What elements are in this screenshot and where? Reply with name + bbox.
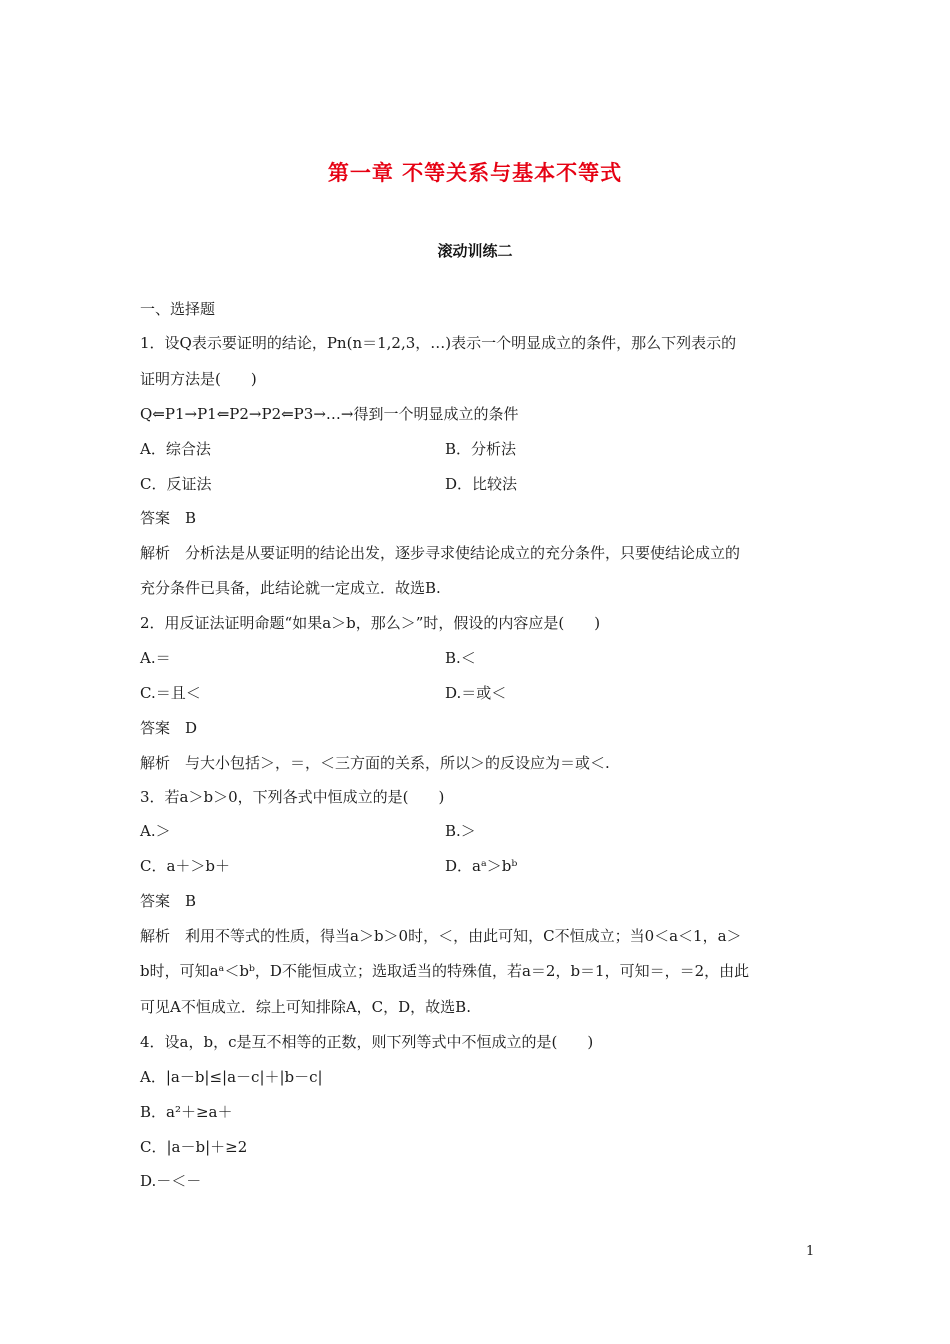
question-4-option-b: B．a²＋≥a＋ (140, 1103, 233, 1121)
question-2-option-c: C.＝且＜ (140, 684, 201, 702)
section-label: 一、选择题 (140, 300, 216, 318)
question-2-answer: 答案 D (140, 719, 198, 737)
question-1-stem-line-2: 证明方法是( ) (140, 370, 257, 388)
question-3-analysis-line-1: 解析 利用不等式的性质，得当a＞b＞0时，＜，由此可知，C不恒成立；当0＜a＜1，a＞ (140, 927, 742, 945)
question-3-analysis-line-2: b时，可知aᵃ＜bᵇ，D不能恒成立；选取适当的特殊值，若a＝2，b＝1，可知＝，＝2，由此 (140, 962, 750, 980)
section-title: 滚动训练二 (437, 242, 513, 260)
question-3-option-a: A.＞ (140, 822, 171, 840)
question-3-stem: 3．若a＞b＞0，下列各式中恒成立的是( ) (140, 788, 445, 806)
question-1-chain: Q⇐P1→P1⇐P2→P2⇐P3→…→得到一个明显成立的条件 (140, 405, 519, 423)
question-1-answer: 答案 B (140, 509, 197, 527)
question-4-option-a: A．|a－b|≤|a－c|＋|b－c| (140, 1068, 323, 1086)
question-4-option-c: C．|a－b|＋≥2 (140, 1138, 248, 1156)
question-4-stem: 4．设a，b，c是互不相等的正数，则下列等式中不恒成立的是( ) (140, 1033, 594, 1051)
question-2-option-b: B.＜ (445, 649, 476, 667)
question-1-option-c: C．反证法 (140, 475, 212, 493)
question-1-stem-line-1: 1．设Q表示要证明的结论，Pn(n＝1,2,3，…)表示一个明显成立的条件，那么下列表示的 (140, 334, 737, 352)
question-2-option-a: A.＝ (140, 649, 171, 667)
question-1-option-d: D．比较法 (445, 475, 518, 493)
question-3-answer: 答案 B (140, 892, 197, 910)
question-1-option-a: A．综合法 (140, 440, 211, 458)
question-2-analysis: 解析 与大小包括＞，＝，＜三方面的关系，所以＞的反设应为＝或＜. (140, 754, 610, 772)
question-4-option-d: D.－＜－ (140, 1172, 202, 1190)
question-3-option-b: B.＞ (445, 822, 476, 840)
question-2-stem: 2．用反证法证明命题“如果a＞b，那么＞”时，假设的内容应是( ) (140, 614, 601, 632)
question-2-option-d: D.＝或＜ (445, 684, 507, 702)
question-1-analysis-line-2: 充分条件已具备，此结论就一定成立．故选B. (140, 579, 441, 597)
question-3-option-c: C．a＋＞b＋ (140, 857, 231, 875)
question-1-analysis-line-1: 解析 分析法是从要证明的结论出发，逐步寻求使结论成立的充分条件，只要使结论成立的 (140, 544, 741, 562)
page-number: 1 (806, 1244, 815, 1259)
question-3-option-d: D．aᵃ＞bᵇ (445, 857, 518, 875)
question-1-option-b: B．分析法 (445, 440, 517, 458)
question-3-analysis-line-3: 可见A不恒成立．综上可知排除A，C，D，故选B. (140, 998, 471, 1016)
chapter-title: 第一章 不等关系与基本不等式 (327, 161, 623, 185)
